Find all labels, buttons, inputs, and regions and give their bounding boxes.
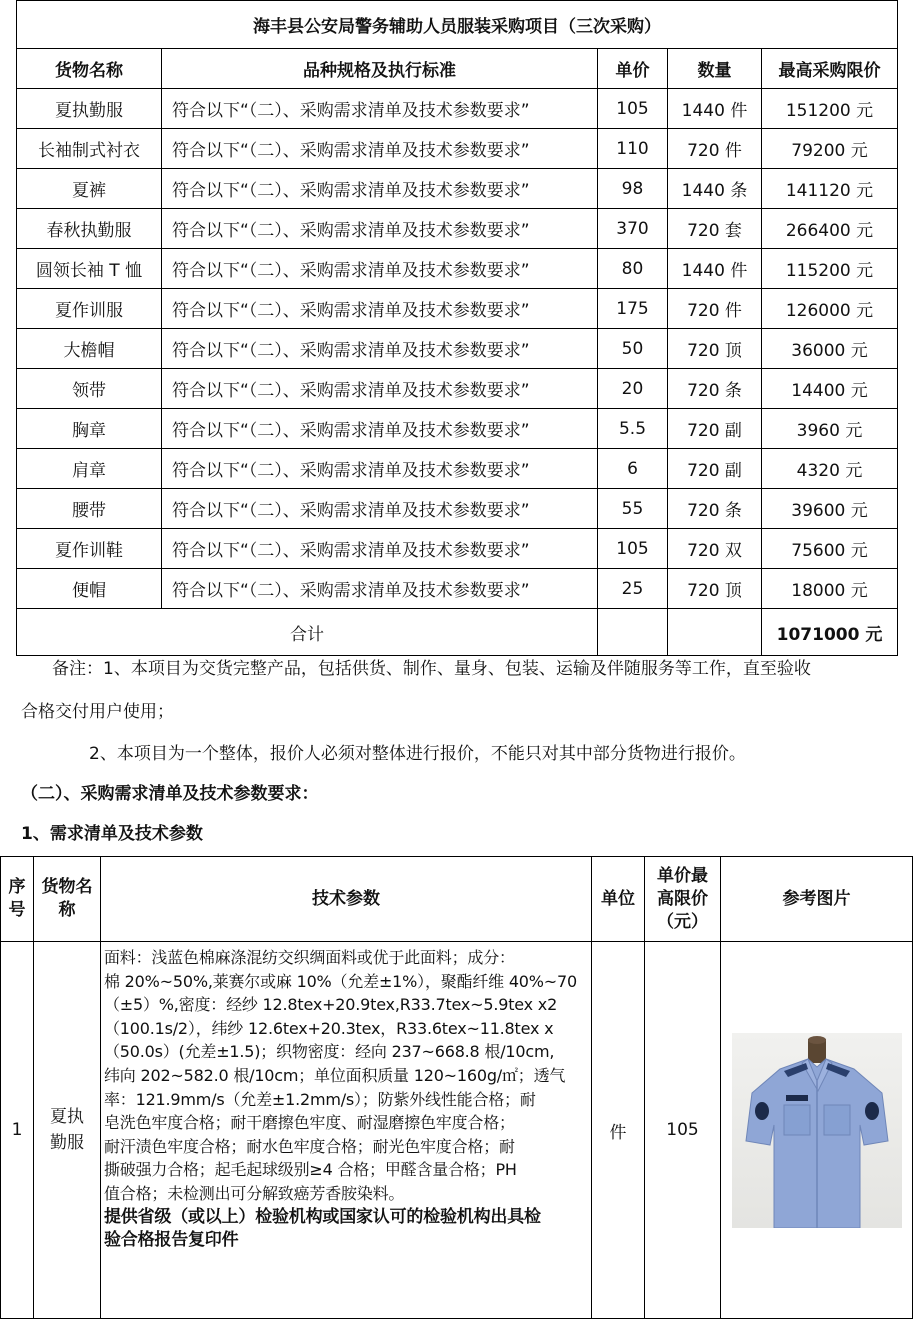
- unit-price-cell: 25: [598, 569, 668, 609]
- quantity-cell: 720 副: [668, 449, 762, 489]
- summary-table: [16, 0, 898, 656]
- max-limit-cell: 115200 元: [762, 249, 898, 289]
- goods-name-cell: 夏裤: [17, 169, 162, 209]
- max-limit-cell: 36000 元: [762, 329, 898, 369]
- goods-name-cell: 便帽: [17, 569, 162, 609]
- goods-name-cell: 夏作训服: [17, 289, 162, 329]
- spec-cell: 符合以下“（二）、采购需求清单及技术参数要求”: [162, 569, 598, 609]
- summary-row: [17, 289, 898, 329]
- quantity-cell: 720 顶: [668, 569, 762, 609]
- spec-cell: 符合以下“（二）、采购需求清单及技术参数要求”: [162, 169, 598, 209]
- quantity-cell: 720 顶: [668, 329, 762, 369]
- detail-header-price: 单价最高限价（元）: [645, 857, 721, 942]
- tech-line: 皂洗色牢度合格；耐干磨擦色牢度、耐湿磨擦色牢度合格；: [104, 1113, 515, 1133]
- summary-row: [17, 409, 898, 449]
- max-limit-cell: 3960 元: [762, 409, 898, 449]
- summary-row: [17, 449, 898, 489]
- header-quantity: 数量: [668, 49, 762, 89]
- max-limit-cell: 4320 元: [762, 449, 898, 489]
- summary-row: [17, 89, 898, 129]
- spec-cell: 符合以下“（二）、采购需求清单及技术参数要求”: [162, 89, 598, 129]
- summary-row: [17, 249, 898, 289]
- spec-cell: 符合以下“（二）、采购需求清单及技术参数要求”: [162, 289, 598, 329]
- tech-line: 面料：浅蓝色棉麻涤混纺交织绸面料或优于此面料；成分：: [104, 948, 515, 967]
- goods-name-cell: 胸章: [17, 409, 162, 449]
- unit-price-cell: 105: [598, 529, 668, 569]
- spec-cell: 符合以下“（二）、采购需求清单及技术参数要求”: [162, 529, 598, 569]
- detail-row: [1, 942, 913, 1319]
- tech-line: （±5）%,密度：经纱 12.8tex+20.9tex,R33.7tex~5.9tex x2: [104, 995, 558, 1015]
- spec-cell: 符合以下“（二）、采购需求清单及技术参数要求”: [162, 129, 598, 169]
- detail-goods-name: 夏执勤服: [34, 942, 101, 1319]
- summary-row: [17, 209, 898, 249]
- goods-name-cell: 夏执勤服: [17, 89, 162, 129]
- max-limit-cell: 126000 元: [762, 289, 898, 329]
- spec-cell: 符合以下“（二）、采购需求清单及技术参数要求”: [162, 209, 598, 249]
- section-title: （二）、采购需求清单及技术参数要求：: [21, 784, 319, 804]
- subsection-title: 1、需求清单及技术参数: [21, 824, 203, 844]
- goods-name-cell: 领带: [17, 369, 162, 409]
- quantity-cell: 720 双: [668, 529, 762, 569]
- note-1-line-b: 合格交付用户使用；: [21, 702, 174, 722]
- detail-price: 105: [645, 942, 721, 1319]
- max-limit-cell: 18000 元: [762, 569, 898, 609]
- unit-price-cell: 55: [598, 489, 668, 529]
- summary-table-title: 海丰县公安局警务辅助人员服装采购项目（三次采购）: [17, 1, 898, 49]
- unit-price-cell: 80: [598, 249, 668, 289]
- goods-name-cell: 肩章: [17, 449, 162, 489]
- unit-price-cell: 50: [598, 329, 668, 369]
- unit-price-cell: 110: [598, 129, 668, 169]
- tech-line: （50.0s）(允差±1.5)；织物密度：经向 237~668.8 根/10cm,: [104, 1042, 555, 1062]
- summary-row: [17, 169, 898, 209]
- header-goods-name: 货物名称: [17, 49, 162, 89]
- quantity-cell: 720 套: [668, 209, 762, 249]
- max-limit-cell: 75600 元: [762, 529, 898, 569]
- quantity-cell: 720 副: [668, 409, 762, 449]
- quantity-cell: 1440 件: [668, 89, 762, 129]
- quantity-cell: 720 件: [668, 289, 762, 329]
- max-limit-cell: 266400 元: [762, 209, 898, 249]
- detail-header-seq: 序号: [1, 857, 34, 942]
- detail-table: [0, 856, 913, 1319]
- tech-bold-line: 验合格报告复印件: [104, 1230, 239, 1251]
- spec-cell: 符合以下“（二）、采购需求清单及技术参数要求”: [162, 369, 598, 409]
- header-max-limit: 最高采购限价: [762, 49, 898, 89]
- max-limit-cell: 14400 元: [762, 369, 898, 409]
- quantity-cell: 720 件: [668, 129, 762, 169]
- max-limit-cell: 151200 元: [762, 89, 898, 129]
- quantity-cell: 720 条: [668, 489, 762, 529]
- goods-name-cell: 圆领长袖 T 恤: [17, 249, 162, 289]
- quantity-cell: 1440 条: [668, 169, 762, 209]
- tech-line: （100.1s/2），纬纱 12.6tex+20.3tex，R33.6tex~11.8tex x: [104, 1018, 554, 1038]
- header-spec: 品种规格及执行标准: [162, 49, 598, 89]
- header-unit-price: 单价: [598, 49, 668, 89]
- unit-price-cell: 98: [598, 169, 668, 209]
- max-limit-cell: 79200 元: [762, 129, 898, 169]
- total-empty-qty: [668, 609, 762, 656]
- summary-row: [17, 329, 898, 369]
- detail-header-unit: 单位: [592, 857, 645, 942]
- tech-bold-line: 提供省级（或以上）检验机构或国家认可的检验机构出具检: [104, 1206, 541, 1227]
- note-1-line-a: 备注：1、本项目为交货完整产品，包括供货、制作、量身、包装、运输及伴随服务等工作，直至验收: [52, 659, 811, 679]
- total-label: 合计: [17, 609, 598, 656]
- total-value: 1071000 元: [762, 609, 898, 656]
- tech-line: 棉 20%~50%,莱赛尔或麻 10%（允差±1%），聚酯纤维 40%~70: [104, 971, 577, 991]
- spec-cell: 符合以下“（二）、采购需求清单及技术参数要求”: [162, 449, 598, 489]
- unit-price-cell: 175: [598, 289, 668, 329]
- max-limit-cell: 39600 元: [762, 489, 898, 529]
- tech-line: 耐汗渍色牢度合格；耐水色牢度合格；耐光色牢度合格；耐: [104, 1136, 515, 1156]
- detail-reference-image: [721, 942, 913, 1319]
- note-2: 2、本项目为一个整体，报价人必须对整体进行报价，不能只对其中部分货物进行报价。: [89, 744, 746, 764]
- shirt-icon: [732, 1033, 902, 1228]
- unit-price-cell: 370: [598, 209, 668, 249]
- unit-price-cell: 5.5: [598, 409, 668, 449]
- spec-cell: 符合以下“（二）、采购需求清单及技术参数要求”: [162, 489, 598, 529]
- total-empty-price: [598, 609, 668, 656]
- goods-name-cell: 腰带: [17, 489, 162, 529]
- detail-seq: 1: [1, 942, 34, 1319]
- quantity-cell: 720 条: [668, 369, 762, 409]
- unit-price-cell: 6: [598, 449, 668, 489]
- spec-cell: 符合以下“（二）、采购需求清单及技术参数要求”: [162, 329, 598, 369]
- unit-price-cell: 105: [598, 89, 668, 129]
- summary-row: [17, 369, 898, 409]
- goods-name-cell: 春秋执勤服: [17, 209, 162, 249]
- tech-line: 撕破强力合格；起毛起球级别≥4 合格；甲醛含量合格；PH: [104, 1160, 517, 1180]
- tech-line: 率：121.9mm/s（允差±1.2mm/s）；防紫外线性能合格；耐: [104, 1089, 536, 1109]
- goods-name-cell: 大檐帽: [17, 329, 162, 369]
- summary-row: [17, 129, 898, 169]
- detail-header-image: 参考图片: [721, 857, 913, 942]
- summary-row: [17, 569, 898, 609]
- detail-tech-params: [101, 942, 592, 1319]
- goods-name-cell: 夏作训鞋: [17, 529, 162, 569]
- spec-cell: 符合以下“（二）、采购需求清单及技术参数要求”: [162, 249, 598, 289]
- quantity-cell: 1440 件: [668, 249, 762, 289]
- detail-header-tech: 技术参数: [101, 857, 592, 942]
- detail-header-name: 货物名称: [34, 857, 101, 942]
- unit-price-cell: 20: [598, 369, 668, 409]
- tech-line: 纬向 202~582.0 根/10cm；单位面积质量 120~160g/㎡；透气: [104, 1065, 566, 1085]
- summary-row: [17, 489, 898, 529]
- spec-cell: 符合以下“（二）、采购需求清单及技术参数要求”: [162, 409, 598, 449]
- goods-name-cell: 长袖制式衬衣: [17, 129, 162, 169]
- tech-line: 值合格；未检测出可分解致癌芳香胺染料。: [104, 1183, 405, 1203]
- summary-row: [17, 529, 898, 569]
- detail-unit: 件: [592, 942, 645, 1319]
- max-limit-cell: 141120 元: [762, 169, 898, 209]
